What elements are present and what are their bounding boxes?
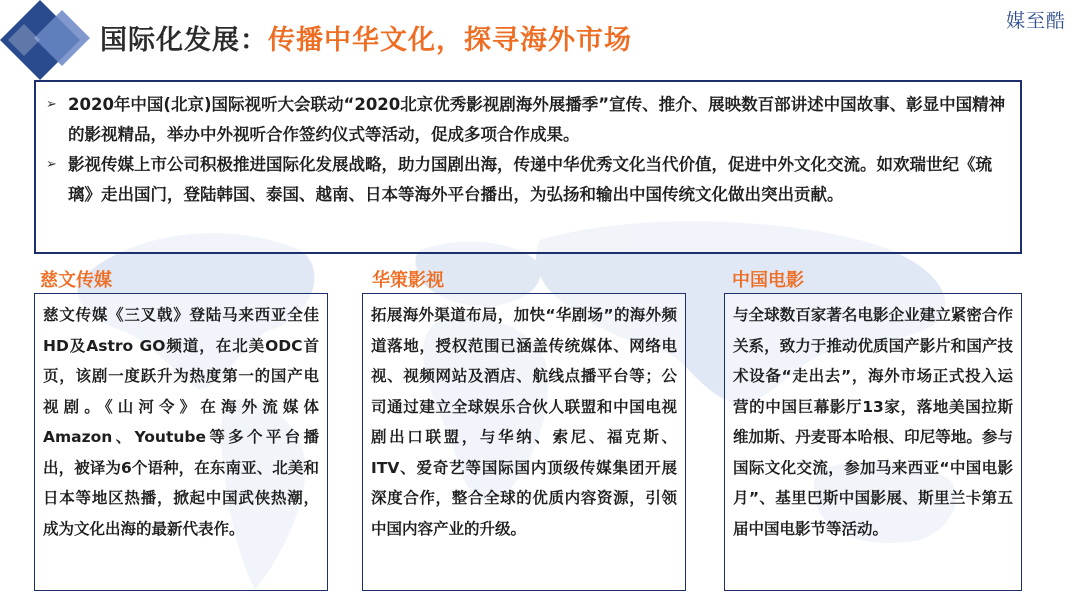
page-title-lead: 国际化发展： bbox=[100, 25, 268, 56]
summary-bullet bbox=[46, 90, 1010, 150]
brand-logo-text: 媒至酷 bbox=[1005, 10, 1066, 32]
column-title-china-film: 中国电影 bbox=[732, 270, 804, 291]
corner-diamond-decoration bbox=[0, 0, 110, 80]
arrow-bullet-icon: ➢ bbox=[46, 157, 57, 172]
column-card-ciwen: 慈文传媒《三叉戟》登陆马来西亚全佳HD及Astro GO频道，在北美ODC首页，该剧一度跃升为热度第一的国产电视剧。《山河令》在海外流媒体Amazon、Youtube等多个平台播出，被译为6个语种，在东南亚、北美和日本等地区热播，掀起中国武侠热潮，成为文化出海的最新代表作。 bbox=[34, 293, 328, 591]
page-title bbox=[100, 18, 632, 57]
column-title-huace: 华策影视 bbox=[372, 270, 444, 291]
summary-bullet bbox=[46, 150, 1010, 210]
summary-bullet-text: 2020年中国(北京)国际视听大会联动“2020北京优秀影视剧海外展播季”宣传、推介、展映数百部讲述中国故事、彰显中国精神的影视精品，举办中外视听合作签约仪式等活动，促成多项合作成果。 bbox=[68, 95, 1006, 144]
summary-box bbox=[34, 80, 1022, 254]
arrow-bullet-icon: ➢ bbox=[46, 97, 57, 112]
column-card-china-film: 与全球数百家著名电影企业建立紧密合作关系，致力于推动优质国产影片和国产技术设备“走出去”，海外市场正式投入运营的中国巨幕影厅13家，落地美国拉斯维加斯、丹麦哥本哈根、印尼等地。参与国际文化交流，参加马来西亚“中国电影月”、基里巴斯中国影展、斯里兰卡第五届中国电影节等活动。 bbox=[724, 293, 1022, 591]
summary-bullet-text: 影视传媒上市公司积极推进国际化发展战略，助力国剧出海，传递中华优秀文化当代价值，促进中外文化交流。如欢瑞世纪《琉璃》走出国门，登陆韩国、泰国、越南、日本等海外平台播出，为弘扬和输出中国传统文化做出突出贡献。 bbox=[68, 155, 992, 204]
page-title-accent: 传播中华文化，探寻海外市场 bbox=[268, 25, 632, 56]
column-title-ciwen: 慈文传媒 bbox=[40, 270, 112, 291]
column-card-huace: 拓展海外渠道布局，加快“华剧场”的海外频道落地，授权范围已涵盖传统媒体、网络电视、视频网站及酒店、航线点播平台等；公司通过建立全球娱乐合伙人联盟和中国电视剧出口联盟，与华纳、索尼、福克斯、ITV、爱奇艺等国际国内顶级传媒集团开展深度合作，整合全球的优质内容资源，引领中国内容产业的升级。 bbox=[362, 293, 686, 591]
